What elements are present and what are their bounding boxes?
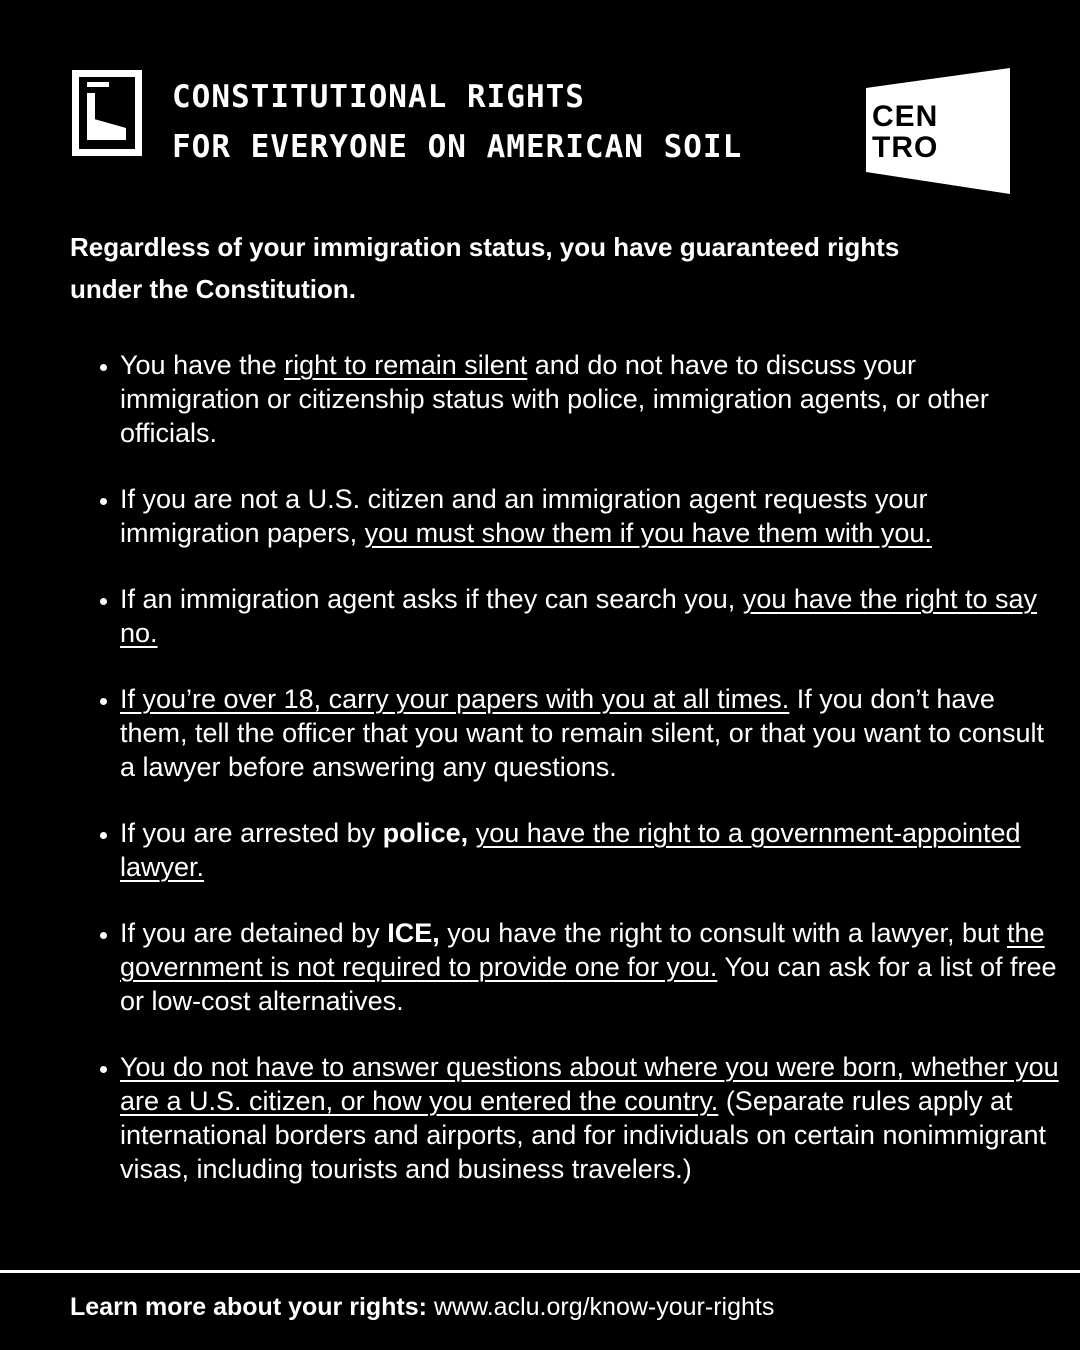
bold-emphasis: police, [382, 818, 469, 848]
logo-text-line-2: TRO [872, 131, 939, 164]
underlined-emphasis: you have the right to say no. [120, 584, 1037, 648]
footer [70, 1290, 774, 1324]
title-line-1: CONSTITUTIONAL RIGHTS [172, 79, 585, 115]
list-item: • If you are arrested by police, you have the right to a government-appointed lawyer. [120, 816, 1060, 884]
underlined-emphasis: You do not have to answer questions about where you were born, whether you are a U.S. citizen, or how you entered the country. [120, 1052, 1059, 1116]
rights-list [70, 348, 1060, 1218]
intro-text: Regardless of your immigration status, you have guaranteed rights under the Constitution. [70, 232, 900, 304]
underlined-emphasis: you must show them if you have them with you. [364, 518, 932, 548]
document-icon [72, 70, 142, 156]
underlined-emphasis: you have the right to a government-appointed lawyer. [120, 818, 1021, 882]
list-item: • If you are detained by ICE, you have the right to consult with a lawyer, but the government is not required to provide one for you. You can ask for a list of free or low-cost alternatives. [120, 916, 1060, 1018]
list-item: • If you’re over 18, carry your papers with you at all times. If you don’t have them, tell the officer that you want to remain silent, or that you want to consult a lawyer before answering any questions. [120, 682, 1060, 784]
logo-text-line-1: CEN [872, 100, 939, 133]
list-item: • You have the right to remain silent and do not have to discuss your immigration or citizenship status with police, immigration agents, or other officials. [120, 348, 1060, 450]
list-item: • You do not have to answer questions about where you were born, whether you are a U.S. citizen, or how you entered the country. (Separate rules apply at international borders and airports, and for individuals on certain nonimmigrant visas, including tourists and business travelers.) [120, 1050, 1060, 1186]
list-item: • If you are not a U.S. citizen and an immigration agent requests your immigration papers, you must show them if you have them with you. [120, 482, 1060, 550]
footer-label: Learn more about your rights: [70, 1293, 427, 1321]
underlined-emphasis: right to remain silent [284, 350, 528, 380]
footer-divider [0, 1270, 1080, 1273]
underlined-emphasis: the government is not required to provide one for you. [120, 918, 1045, 982]
title-line-2: FOR EVERYONE ON AMERICAN SOIL [172, 129, 743, 165]
bold-emphasis: ICE, [387, 918, 440, 948]
page-title [172, 72, 742, 172]
underlined-emphasis: If you’re over 18, carry your papers with you at all times. [120, 684, 790, 714]
centro-logo [866, 68, 1010, 194]
list-item: • If an immigration agent asks if they can search you, you have the right to say no. [120, 582, 1060, 650]
footer-link[interactable]: www.aclu.org/know-your-rights [433, 1293, 775, 1321]
